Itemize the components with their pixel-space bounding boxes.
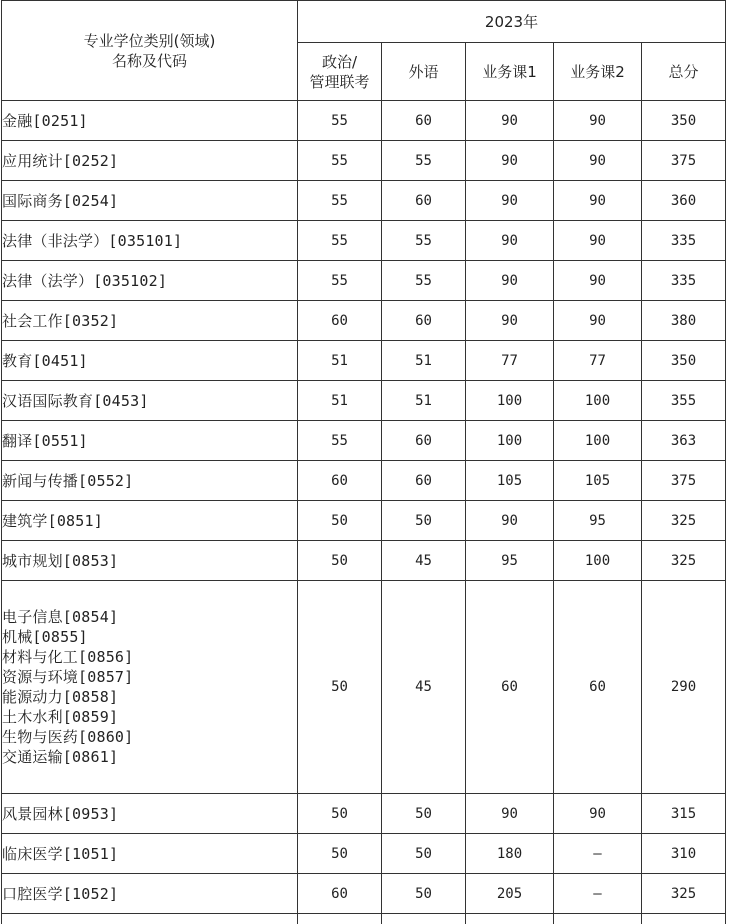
program-name: 金融[0251] — [2, 111, 297, 131]
total-score: 335 — [642, 221, 726, 261]
foreign-score: 51 — [382, 341, 466, 381]
empty-cell — [382, 914, 466, 924]
program-name: 法律（非法学）[035101] — [2, 231, 297, 251]
program-name: 风景园林[0953] — [2, 804, 297, 824]
program-name-cell — [2, 181, 298, 221]
politics-score: 51 — [298, 381, 382, 421]
program-name-cell — [2, 301, 298, 341]
total-score: 350 — [642, 341, 726, 381]
table-row — [2, 501, 726, 541]
politics-score: 55 — [298, 261, 382, 301]
table-row-continuation — [2, 914, 726, 924]
course2-score: 90 — [554, 221, 642, 261]
politics-score: 50 — [298, 794, 382, 834]
total-score: 375 — [642, 141, 726, 181]
table-row — [2, 261, 726, 301]
course1-score: 95 — [466, 541, 554, 581]
course1-score: 77 — [466, 341, 554, 381]
course1-score: 90 — [466, 261, 554, 301]
column-header-course1: 业务课1 — [466, 43, 554, 101]
politics-score: 55 — [298, 141, 382, 181]
column-header-politics — [298, 43, 382, 101]
program-name: 教育[0451] — [2, 351, 297, 371]
course2-score: 90 — [554, 301, 642, 341]
column-header-foreign: 外语 — [382, 43, 466, 101]
table-row — [2, 101, 726, 141]
table-row — [2, 834, 726, 874]
foreign-score: 51 — [382, 381, 466, 421]
program-name: 生物与医药[0860] — [2, 727, 297, 747]
table-row — [2, 341, 726, 381]
course1-score: 100 — [466, 421, 554, 461]
program-name-cell — [2, 421, 298, 461]
politics-score: 55 — [298, 181, 382, 221]
total-score: 363 — [642, 421, 726, 461]
course1-score: 90 — [466, 501, 554, 541]
table-row — [2, 541, 726, 581]
course2-score: 90 — [554, 141, 642, 181]
course2-score: 77 — [554, 341, 642, 381]
category-title-line2: 名称及代码 — [2, 51, 297, 71]
program-name-cell — [2, 794, 298, 834]
politics-score: 55 — [298, 101, 382, 141]
course1-score: 90 — [466, 794, 554, 834]
program-name: 新闻与传播[0552] — [2, 471, 297, 491]
program-name: 社会工作[0352] — [2, 311, 297, 331]
course2-score: 100 — [554, 421, 642, 461]
program-name: 口腔医学[1052] — [2, 884, 297, 904]
course1-score: 90 — [466, 181, 554, 221]
foreign-score: 45 — [382, 541, 466, 581]
total-score: 325 — [642, 541, 726, 581]
total-score: 380 — [642, 301, 726, 341]
program-name: 资源与环境[0857] — [2, 667, 297, 687]
program-name: 应用统计[0252] — [2, 151, 297, 171]
program-name-cell — [2, 341, 298, 381]
politics-score: 51 — [298, 341, 382, 381]
course1-score: 90 — [466, 301, 554, 341]
course1-score: 180 — [466, 834, 554, 874]
table-row — [2, 581, 726, 794]
table-body — [2, 101, 726, 924]
course1-score: 90 — [466, 141, 554, 181]
course1-score: 60 — [466, 581, 554, 794]
program-name-cell — [2, 501, 298, 541]
course2-score: 60 — [554, 581, 642, 794]
program-name: 能源动力[0858] — [2, 687, 297, 707]
course2-score: 105 — [554, 461, 642, 501]
politics-score: 50 — [298, 501, 382, 541]
foreign-score: 60 — [382, 101, 466, 141]
empty-cell — [2, 914, 298, 924]
category-title-line1: 专业学位类别(领域) — [2, 31, 297, 51]
course1-score: 90 — [466, 221, 554, 261]
empty-cell — [298, 914, 382, 924]
politics-line1: 政治/ — [298, 52, 381, 72]
politics-score: 50 — [298, 581, 382, 794]
table-row — [2, 181, 726, 221]
course2-score: — — [554, 834, 642, 874]
program-name: 翻译[0551] — [2, 431, 297, 451]
category-header — [2, 1, 298, 101]
program-name: 土木水利[0859] — [2, 707, 297, 727]
foreign-score: 50 — [382, 874, 466, 914]
program-name-cell — [2, 221, 298, 261]
program-name: 法律（法学）[035102] — [2, 271, 297, 291]
foreign-score: 60 — [382, 421, 466, 461]
program-name-cell — [2, 581, 298, 794]
program-name-cell — [2, 101, 298, 141]
program-name: 交通运输[0861] — [2, 747, 297, 767]
table-row — [2, 301, 726, 341]
politics-score: 55 — [298, 221, 382, 261]
program-name: 电子信息[0854] — [2, 607, 297, 627]
foreign-score: 50 — [382, 501, 466, 541]
foreign-score: 45 — [382, 581, 466, 794]
course1-score: 105 — [466, 461, 554, 501]
program-name: 机械[0855] — [2, 627, 297, 647]
empty-cell — [466, 914, 554, 924]
column-header-total: 总分 — [642, 43, 726, 101]
politics-score: 60 — [298, 461, 382, 501]
table-row — [2, 141, 726, 181]
course1-score: 100 — [466, 381, 554, 421]
table-row — [2, 794, 726, 834]
course2-score: 90 — [554, 181, 642, 221]
course2-score: 90 — [554, 261, 642, 301]
foreign-score: 55 — [382, 261, 466, 301]
empty-cell — [554, 914, 642, 924]
course2-score: 100 — [554, 381, 642, 421]
course2-score: 100 — [554, 541, 642, 581]
foreign-score: 55 — [382, 141, 466, 181]
foreign-score: 55 — [382, 221, 466, 261]
table-row — [2, 381, 726, 421]
total-score: 350 — [642, 101, 726, 141]
total-score: 310 — [642, 834, 726, 874]
empty-cell — [642, 914, 726, 924]
politics-score: 50 — [298, 834, 382, 874]
foreign-score: 60 — [382, 301, 466, 341]
program-name: 临床医学[1051] — [2, 844, 297, 864]
program-name-cell — [2, 461, 298, 501]
politics-score: 50 — [298, 541, 382, 581]
program-name: 国际商务[0254] — [2, 191, 297, 211]
course1-score: 90 — [466, 101, 554, 141]
total-score: 315 — [642, 794, 726, 834]
table-row — [2, 461, 726, 501]
foreign-score: 50 — [382, 794, 466, 834]
program-name-cell — [2, 261, 298, 301]
program-name: 汉语国际教育[0453] — [2, 391, 297, 411]
politics-score: 55 — [298, 421, 382, 461]
program-name-cell — [2, 141, 298, 181]
foreign-score: 60 — [382, 461, 466, 501]
total-score: 335 — [642, 261, 726, 301]
program-name: 材料与化工[0856] — [2, 647, 297, 667]
politics-score: 60 — [298, 301, 382, 341]
course2-score: 90 — [554, 101, 642, 141]
score-table — [1, 0, 726, 924]
year-header: 2023年 — [298, 1, 726, 43]
total-score: 360 — [642, 181, 726, 221]
program-name: 城市规划[0853] — [2, 551, 297, 571]
total-score: 290 — [642, 581, 726, 794]
course1-score: 205 — [466, 874, 554, 914]
foreign-score: 50 — [382, 834, 466, 874]
foreign-score: 60 — [382, 181, 466, 221]
program-name-cell — [2, 541, 298, 581]
politics-line2: 管理联考 — [298, 72, 381, 92]
program-name-cell — [2, 381, 298, 421]
total-score: 325 — [642, 874, 726, 914]
course2-score: 90 — [554, 794, 642, 834]
course2-score: 95 — [554, 501, 642, 541]
table-row — [2, 221, 726, 261]
politics-score: 60 — [298, 874, 382, 914]
program-name: 建筑学[0851] — [2, 511, 297, 531]
column-header-course2: 业务课2 — [554, 43, 642, 101]
table-row — [2, 421, 726, 461]
total-score: 375 — [642, 461, 726, 501]
program-name-cell — [2, 834, 298, 874]
total-score: 355 — [642, 381, 726, 421]
course2-score: — — [554, 874, 642, 914]
total-score: 325 — [642, 501, 726, 541]
